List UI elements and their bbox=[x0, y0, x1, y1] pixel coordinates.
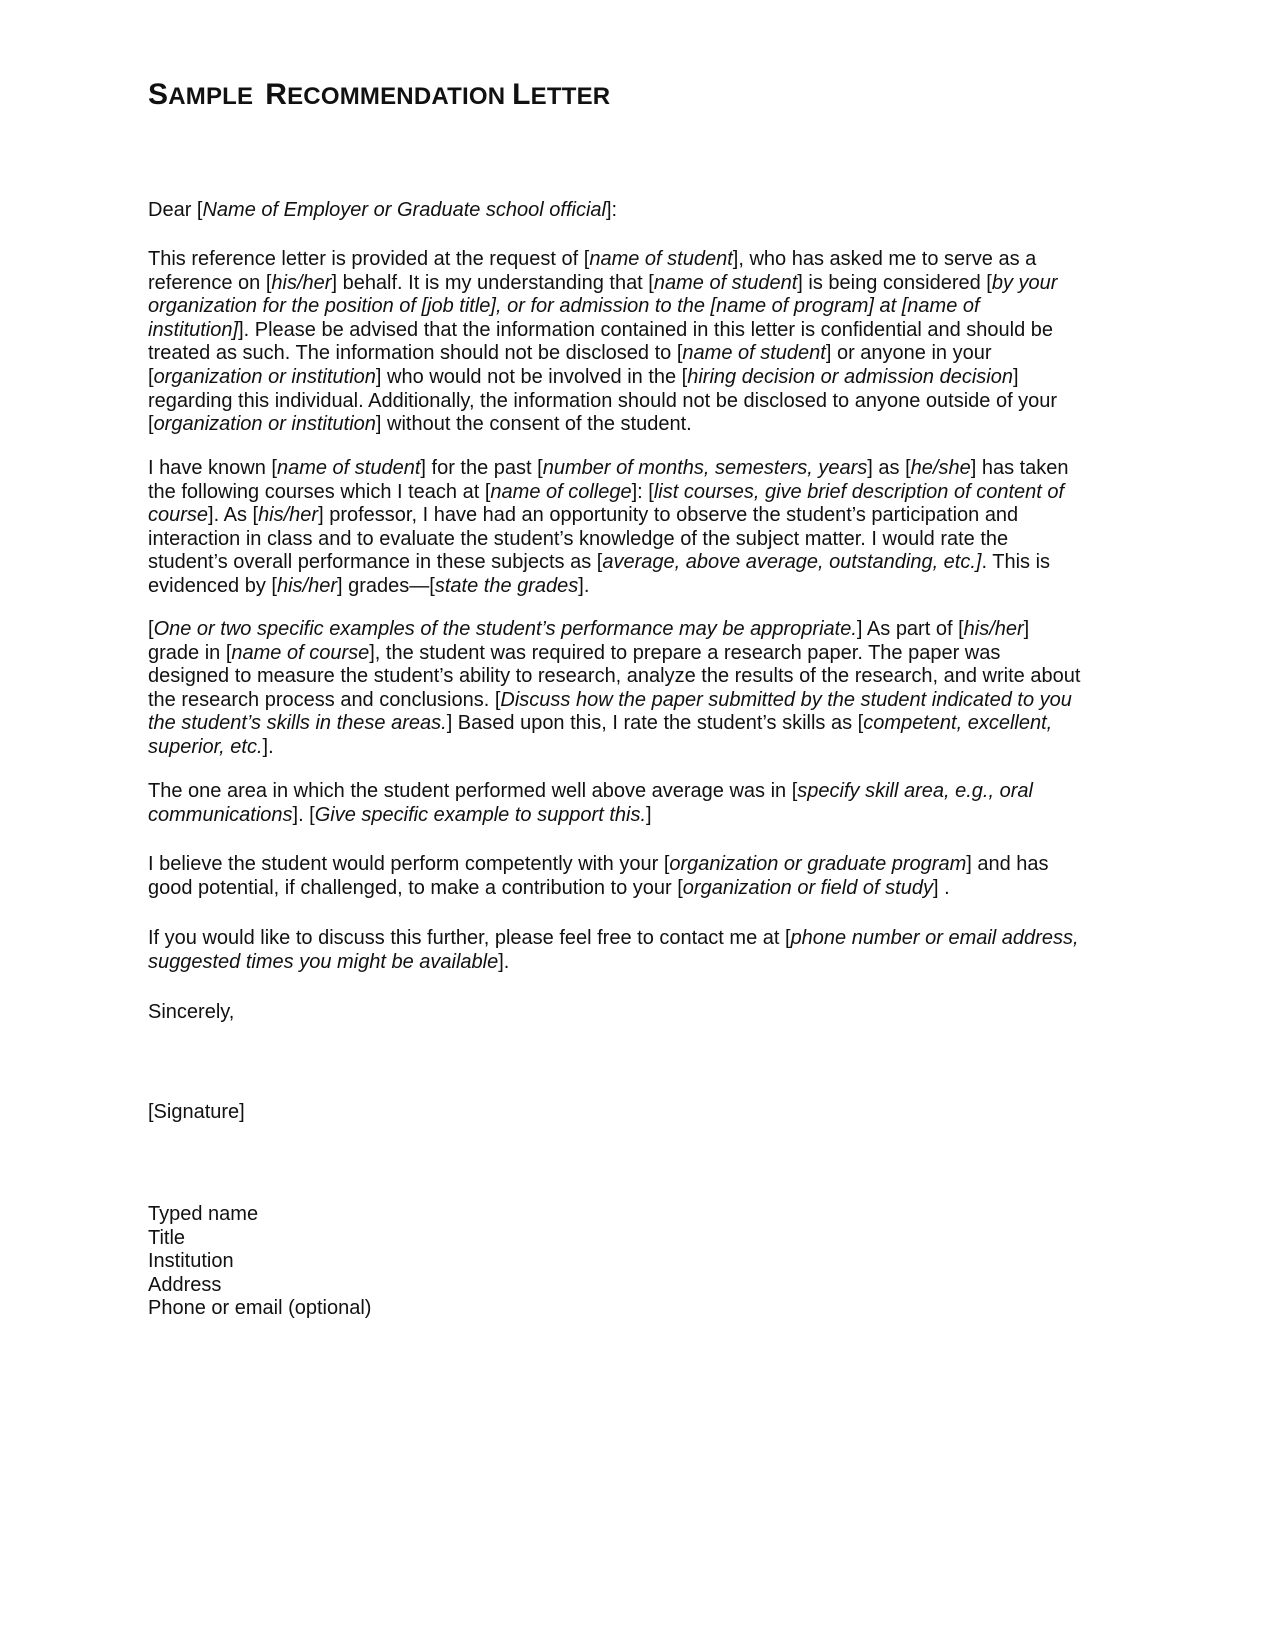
title-word-sample: AMPLE bbox=[168, 83, 254, 110]
document-title bbox=[148, 78, 1128, 112]
paragraph-courses-known: I have known [name of student] for the past [number of months, semesters, years] as [he/she] has taken the following courses which I teach at [name of college]: [list courses, give brief description of content of course]. As [his/her] professor, I have had an opportunity to observe the student’s participation and interaction in class and to evaluate the student’s knowledge of the subject matter. I would rate the student’s overall performance in these subjects as [average, above average, outstanding, etc.]. This is evidenced by [his/her] grades—[state the grades]. bbox=[148, 457, 1069, 597]
signature-placeholder: [Signature] bbox=[148, 1101, 245, 1123]
closing: Sincerely, bbox=[148, 1001, 235, 1023]
signer-address: Address bbox=[148, 1273, 222, 1296]
signer-institution: Institution bbox=[148, 1250, 234, 1273]
title-word-recommendation: ECOMMENDATION bbox=[287, 83, 506, 110]
signature-block bbox=[148, 1203, 371, 1321]
letter-page bbox=[148, 78, 1128, 1320]
paragraph-skill-area: The one area in which the student performed well above average was in [specify skill area, e.g., oral communications]. [Give specific example to support this.] bbox=[148, 780, 1033, 826]
paragraph-performance-example: [One or two specific examples of the student’s performance may be appropriate.] As part of [his/her] grade in [name of course], the student was required to prepare a research paper. The paper was designed to measure the student’s ability to research, analyze the results of the research, and write about the research process and conclusions. [Discuss how the paper submitted by the student indicated to you the student’s skills in these areas.] Based upon this, I rate the student’s skills as [competent, excellent, superior, etc.]. bbox=[148, 618, 1081, 758]
salutation: Dear [Name of Employer or Graduate school official]: bbox=[148, 199, 618, 221]
paragraph-potential: I believe the student would perform competently with your [organization or graduate program] and has good potential, if challenged, to make a contribution to your [organization or field of study] . bbox=[148, 853, 1049, 899]
signer-title: Title bbox=[148, 1226, 186, 1249]
title-word-letter: ETTER bbox=[530, 83, 611, 110]
title-initial-r: R bbox=[265, 78, 288, 111]
paragraph-reference-intro: This reference letter is provided at the request of [name of student], who has asked me to serve as a reference on [his/her] behalf. It is my understanding that [name of student] is being considered [by your organization for the position of [job title], or for admission to the [name of program] at [name of institution]]. Please be advised that the information contained in this letter is confidential and should be treated as such. The information should not be disclosed to [name of student] or anyone in your [organization or institution] who would not be involved in the [hiring decision or admission decision] regarding this individual. Additionally, the information should not be disclosed to anyone outside of your [organization or institution] without the consent of the student. bbox=[148, 248, 1058, 436]
typed-name: Typed name bbox=[148, 1203, 259, 1225]
signer-contact: Phone or email (optional) bbox=[148, 1297, 372, 1320]
title-initial-l: L bbox=[512, 78, 531, 111]
paragraph-contact: If you would like to discuss this further, please feel free to contact me at [phone number or email address, suggested times you might be available]. bbox=[148, 927, 1079, 973]
title-initial-s: S bbox=[148, 78, 169, 111]
